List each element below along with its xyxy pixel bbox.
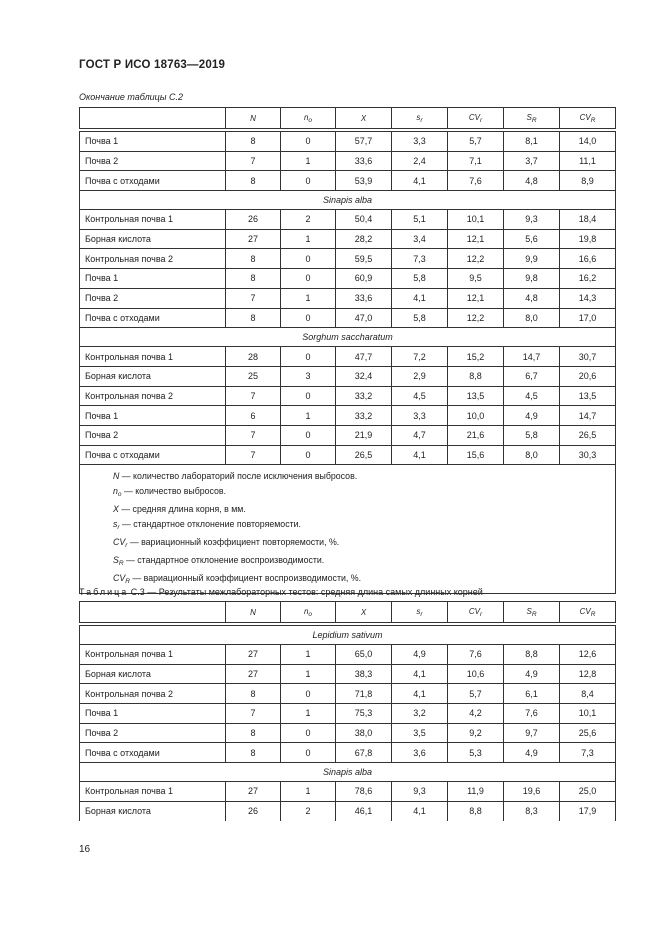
cell-name: Почва 2 (80, 288, 226, 308)
cell-sr: 5,1 (392, 210, 448, 230)
cell-n: 6 (226, 406, 281, 426)
cell-n: 8 (226, 269, 281, 289)
cell-no: 0 (281, 425, 336, 445)
cell-cvr: 21,6 (448, 425, 504, 445)
cell-n: 8 (226, 171, 281, 191)
cell-sr: 5,8 (392, 269, 448, 289)
cell-sr: 3,6 (392, 743, 448, 763)
cell-no: 0 (281, 723, 336, 743)
header-no: $n_o$ (281, 602, 336, 623)
cell-x: 38,0 (336, 723, 392, 743)
cell-cvr: 4,2 (448, 704, 504, 724)
cell-x: 67,8 (336, 743, 392, 763)
note-line: X — средняя длина корня, в мм. (113, 504, 246, 515)
cell-x: 59,5 (336, 249, 392, 269)
cell-sr: 4,7 (392, 425, 448, 445)
cell-name: Почва 2 (80, 723, 226, 743)
cell-sr: 4,9 (392, 645, 448, 665)
cell-cvr: 15,6 (448, 445, 504, 465)
cell-no: 0 (281, 249, 336, 269)
cell-sr: 7,6 (504, 704, 560, 724)
cell-x: 33,6 (336, 288, 392, 308)
cell-no: 1 (281, 151, 336, 171)
header-cvr: $CV_r$ (448, 602, 504, 623)
cell-sr: 9,8 (504, 269, 560, 289)
cell-cvr: 19,8 (560, 229, 616, 249)
cell-n: 7 (226, 151, 281, 171)
page-number: 16 (79, 844, 91, 855)
header-n: N (226, 108, 281, 129)
cell-sr: 8,3 (504, 801, 560, 820)
cell-x: 33,2 (336, 386, 392, 406)
cell-sr: 4,1 (392, 171, 448, 191)
cell-sr: 14,7 (504, 347, 560, 367)
species-title: Sinapis alba (80, 763, 616, 782)
cell-sr: 9,7 (504, 723, 560, 743)
cell-sr: 8,8 (504, 645, 560, 665)
cell-cvr: 10,0 (448, 406, 504, 426)
cell-cvr: 26,5 (560, 425, 616, 445)
cell-name: Почва с отходами (80, 171, 226, 191)
table-row (80, 132, 616, 152)
cell-x: 65,0 (336, 645, 392, 665)
cell-sr: 4,5 (392, 386, 448, 406)
cell-name: Почва 2 (80, 151, 226, 171)
cell-sr: 4,1 (392, 288, 448, 308)
cell-n: 8 (226, 723, 281, 743)
header-n: N (226, 602, 281, 623)
header-sr: $s_r$ (392, 602, 448, 623)
cell-sr: 9,9 (504, 249, 560, 269)
cell-x: 33,2 (336, 406, 392, 426)
cell-sr: 4,9 (504, 406, 560, 426)
cell-x: 50,4 (336, 210, 392, 230)
table-row (80, 801, 616, 820)
cell-cvr: 17,9 (560, 801, 616, 820)
table-row (80, 229, 616, 249)
cell-sr: 5,6 (504, 229, 560, 249)
table-row (80, 664, 616, 684)
cell-no: 0 (281, 386, 336, 406)
cell-cvr: 16,2 (560, 269, 616, 289)
table-row (80, 445, 616, 465)
cell-cvr: 10,6 (448, 664, 504, 684)
cell-name: Почва с отходами (80, 308, 226, 328)
table-header-row (80, 108, 616, 129)
species-title: Lepidium sativum (80, 626, 616, 645)
note-line: $n_o$ — количество выбросов. (113, 486, 227, 499)
cell-sr: 2,9 (392, 366, 448, 386)
cell-no: 0 (281, 308, 336, 328)
table-row (80, 782, 616, 802)
cell-sr: 2,4 (392, 151, 448, 171)
cell-no: 1 (281, 645, 336, 665)
note-line: $CV_R$ — вариационный коэффициент воспроизводимости, %. (113, 573, 362, 586)
cell-sr: 4,8 (504, 171, 560, 191)
cell-n: 7 (226, 386, 281, 406)
cell-sr: 4,8 (504, 288, 560, 308)
header-x: X (336, 602, 392, 623)
table-row (80, 171, 616, 191)
header-cvR: $CV_R$ (560, 108, 616, 129)
cell-cvr: 25,0 (560, 782, 616, 802)
cell-no: 3 (281, 366, 336, 386)
header-sR: $S_R$ (504, 602, 560, 623)
table-row (80, 723, 616, 743)
table-header-row (80, 602, 616, 623)
cell-sr: 19,6 (504, 782, 560, 802)
table-c3-caption: Таблица С.3 — Результаты межлабораторных тестов: средняя длина самых длинных корней (79, 587, 483, 597)
cell-sr: 3,4 (392, 229, 448, 249)
cell-x: 28,2 (336, 229, 392, 249)
cell-cvr: 12,1 (448, 288, 504, 308)
table-notes (80, 465, 616, 594)
cell-cvr: 13,5 (448, 386, 504, 406)
cell-n: 26 (226, 210, 281, 230)
cell-name: Борная кислота (80, 229, 226, 249)
cell-name: Борная кислота (80, 801, 226, 820)
cell-cvr: 30,7 (560, 347, 616, 367)
header-x: X (336, 108, 392, 129)
cell-cvr: 5,7 (448, 684, 504, 704)
cell-sr: 5,8 (392, 308, 448, 328)
cell-sr: 7,3 (392, 249, 448, 269)
cell-name: Контрольная почва 1 (80, 782, 226, 802)
cell-cvr: 12,2 (448, 249, 504, 269)
cell-n: 26 (226, 801, 281, 820)
cell-x: 38,3 (336, 664, 392, 684)
cell-no: 1 (281, 229, 336, 249)
table-row (80, 366, 616, 386)
header-blank (80, 602, 226, 623)
note-line: $CV_r$ — вариационный коэффициент повторяемости, %. (113, 537, 340, 550)
table-row (80, 704, 616, 724)
cell-sr: 4,1 (392, 684, 448, 704)
cell-name: Контрольная почва 1 (80, 210, 226, 230)
cell-n: 7 (226, 288, 281, 308)
cell-x: 75,3 (336, 704, 392, 724)
cell-cvr: 9,5 (448, 269, 504, 289)
cell-sr: 8,1 (504, 132, 560, 152)
cell-name: Почва 1 (80, 406, 226, 426)
cell-cvr: 16,6 (560, 249, 616, 269)
cell-no: 0 (281, 347, 336, 367)
cell-name: Борная кислота (80, 664, 226, 684)
header-cvr: $CV_r$ (448, 108, 504, 129)
cell-sr: 8,0 (504, 445, 560, 465)
table-row (80, 684, 616, 704)
cell-x: 47,0 (336, 308, 392, 328)
cell-no: 1 (281, 664, 336, 684)
table-c2-continuation-caption: Окончание таблицы С.2 (79, 92, 183, 102)
cell-x: 47,7 (336, 347, 392, 367)
header-no: $n_o$ (281, 108, 336, 129)
cell-cvr: 7,3 (560, 743, 616, 763)
cell-cvr: 15,2 (448, 347, 504, 367)
header-sR: $S_R$ (504, 108, 560, 129)
standard-designation: ГОСТ Р ИСО 18763—2019 (79, 59, 226, 71)
header-cvR: $CV_R$ (560, 602, 616, 623)
cell-name: Почва с отходами (80, 743, 226, 763)
cell-name: Контрольная почва 1 (80, 645, 226, 665)
cell-cvr: 12,6 (560, 645, 616, 665)
cell-no: 0 (281, 171, 336, 191)
cell-cvr: 12,8 (560, 664, 616, 684)
cell-no: 0 (281, 269, 336, 289)
table-row (80, 645, 616, 665)
cell-cvr: 8,9 (560, 171, 616, 191)
cell-sr: 3,2 (392, 704, 448, 724)
cell-name: Почва 1 (80, 704, 226, 724)
cell-n: 7 (226, 704, 281, 724)
cell-name: Почва 2 (80, 425, 226, 445)
species-section-row (80, 191, 616, 210)
cell-sr: 4,9 (504, 743, 560, 763)
table-row (80, 288, 616, 308)
cell-n: 28 (226, 347, 281, 367)
cell-cvr: 9,2 (448, 723, 504, 743)
cell-cvr: 18,4 (560, 210, 616, 230)
cell-x: 32,4 (336, 366, 392, 386)
species-title: Sinapis alba (80, 191, 616, 210)
species-section-row (80, 328, 616, 347)
table-row (80, 151, 616, 171)
table-row (80, 386, 616, 406)
cell-no: 1 (281, 782, 336, 802)
cell-x: 57,7 (336, 132, 392, 152)
table-row (80, 210, 616, 230)
cell-sr: 6,7 (504, 366, 560, 386)
species-title: Sorghum saccharatum (80, 328, 616, 347)
cell-sr: 6,1 (504, 684, 560, 704)
cell-cvr: 7,6 (448, 171, 504, 191)
cell-cvr: 14,7 (560, 406, 616, 426)
cell-no: 0 (281, 132, 336, 152)
header-sr: $s_r$ (392, 108, 448, 129)
cell-n: 8 (226, 249, 281, 269)
cell-sr: 9,3 (392, 782, 448, 802)
cell-n: 8 (226, 684, 281, 704)
cell-x: 21,9 (336, 425, 392, 445)
species-section-row (80, 763, 616, 782)
cell-name: Почва 1 (80, 132, 226, 152)
cell-sr: 4,1 (392, 445, 448, 465)
cell-n: 8 (226, 132, 281, 152)
cell-n: 27 (226, 782, 281, 802)
cell-x: 60,9 (336, 269, 392, 289)
table-c2-end (79, 107, 616, 594)
cell-no: 1 (281, 704, 336, 724)
cell-x: 33,6 (336, 151, 392, 171)
cell-cvr: 7,6 (448, 645, 504, 665)
cell-no: 0 (281, 743, 336, 763)
cell-no: 1 (281, 288, 336, 308)
note-line: $s_r$ — стандартное отклонение повторяемости. (113, 519, 301, 532)
cell-n: 27 (226, 229, 281, 249)
cell-name: Борная кислота (80, 366, 226, 386)
species-section-row (80, 626, 616, 645)
cell-cvr: 20,6 (560, 366, 616, 386)
cell-name: Почва 1 (80, 269, 226, 289)
table-row (80, 743, 616, 763)
cell-cvr: 7,1 (448, 151, 504, 171)
cell-name: Контрольная почва 2 (80, 386, 226, 406)
table-row (80, 347, 616, 367)
cell-x: 53,9 (336, 171, 392, 191)
cell-sr: 7,2 (392, 347, 448, 367)
cell-no: 0 (281, 684, 336, 704)
cell-x: 46,1 (336, 801, 392, 820)
cell-cvr: 12,1 (448, 229, 504, 249)
table-c3 (79, 601, 616, 821)
cell-no: 2 (281, 801, 336, 820)
cell-cvr: 14,3 (560, 288, 616, 308)
cell-cvr: 14,0 (560, 132, 616, 152)
cell-name: Почва с отходами (80, 445, 226, 465)
cell-sr: 3,7 (504, 151, 560, 171)
table-row (80, 249, 616, 269)
cell-n: 25 (226, 366, 281, 386)
cell-sr: 5,8 (504, 425, 560, 445)
cell-sr: 4,9 (504, 664, 560, 684)
cell-name: Контрольная почва 2 (80, 684, 226, 704)
cell-cvr: 13,5 (560, 386, 616, 406)
table-row (80, 425, 616, 445)
table-row (80, 406, 616, 426)
cell-sr: 9,3 (504, 210, 560, 230)
cell-cvr: 11,9 (448, 782, 504, 802)
cell-sr: 3,5 (392, 723, 448, 743)
cell-cvr: 8,8 (448, 801, 504, 820)
cell-sr: 8,0 (504, 308, 560, 328)
cell-no: 0 (281, 445, 336, 465)
cell-sr: 3,3 (392, 406, 448, 426)
cell-n: 8 (226, 743, 281, 763)
cell-x: 26,5 (336, 445, 392, 465)
cell-no: 2 (281, 210, 336, 230)
notes-row (80, 465, 616, 594)
cell-sr: 4,5 (504, 386, 560, 406)
cell-cvr: 8,4 (560, 684, 616, 704)
cell-cvr: 10,1 (560, 704, 616, 724)
cell-cvr: 10,1 (448, 210, 504, 230)
note-line: $S_R$ — стандартное отклонение воспроизводимости. (113, 555, 325, 568)
header-blank (80, 108, 226, 129)
cell-n: 27 (226, 645, 281, 665)
cell-no: 1 (281, 406, 336, 426)
cell-cvr: 8,8 (448, 366, 504, 386)
cell-cvr: 12,2 (448, 308, 504, 328)
cell-cvr: 11,1 (560, 151, 616, 171)
cell-n: 8 (226, 308, 281, 328)
cell-n: 7 (226, 445, 281, 465)
cell-name: Контрольная почва 1 (80, 347, 226, 367)
table-row (80, 308, 616, 328)
cell-n: 7 (226, 425, 281, 445)
cell-cvr: 5,7 (448, 132, 504, 152)
note-line: N — количество лабораторий после исключения выбросов. (113, 471, 358, 482)
cell-cvr: 30,3 (560, 445, 616, 465)
cell-cvr: 17,0 (560, 308, 616, 328)
cell-sr: 4,1 (392, 801, 448, 820)
cell-cvr: 25,6 (560, 723, 616, 743)
cell-name: Контрольная почва 2 (80, 249, 226, 269)
cell-x: 78,6 (336, 782, 392, 802)
cell-sr: 4,1 (392, 664, 448, 684)
cell-x: 71,8 (336, 684, 392, 704)
cell-cvr: 5,3 (448, 743, 504, 763)
table-row (80, 269, 616, 289)
cell-n: 27 (226, 664, 281, 684)
cell-sr: 3,3 (392, 132, 448, 152)
